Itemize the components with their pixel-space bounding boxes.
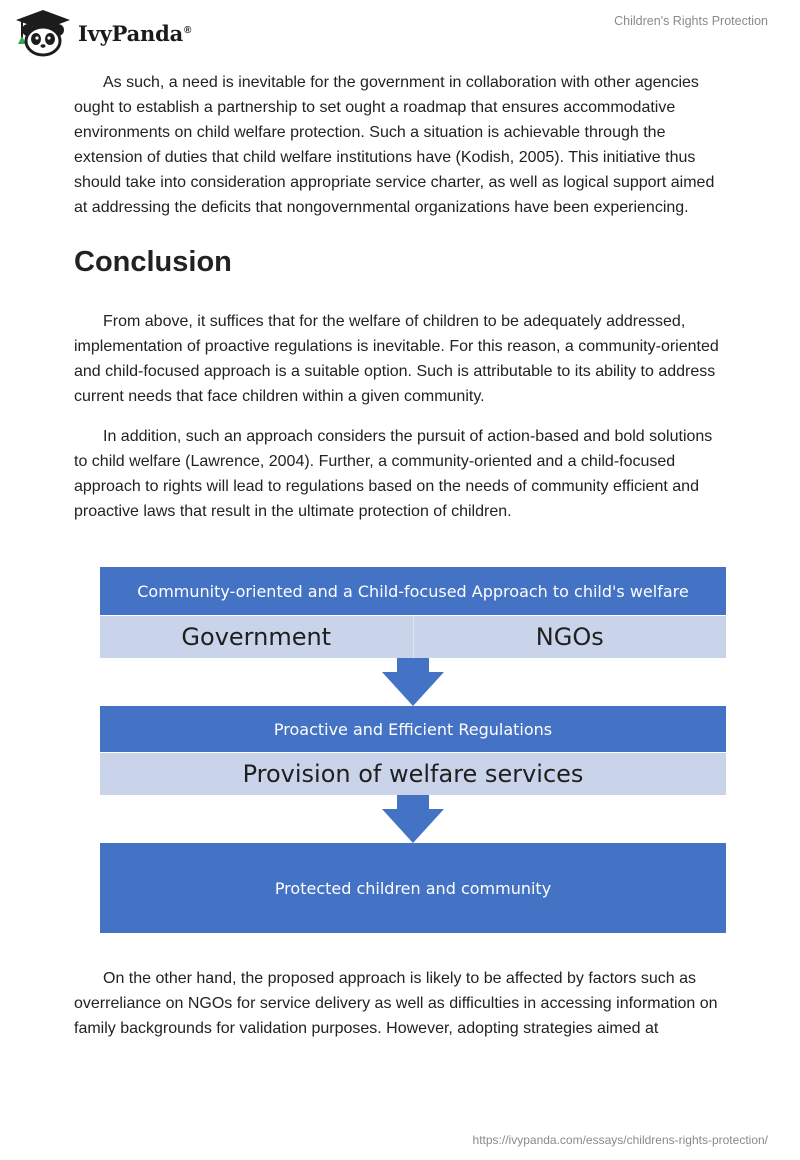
registered-mark: ® — [184, 24, 192, 36]
essay-body — [74, 70, 726, 524]
paragraph: In addition, such an approach considers the pursuit of action-based and bold solutions to child welfare (Lawrence, 2004). Further, a community-oriented and a child-focused approach to rights will lead to regulations based on the needs of community efficient and proactive laws that result in the ultimate protection of children. — [74, 428, 713, 520]
page-header — [0, 0, 800, 70]
section-heading: Conclusion — [74, 246, 232, 278]
ivypanda-logo[interactable] — [14, 8, 191, 58]
ngos-label: NGOs — [535, 623, 604, 651]
paragraph: On the other hand, the proposed approach is likely to be affected by factors such as overreliance on NGOs for service delivery as well as difficulties in accessing information on family backgrounds for validation purposes. However, adopting strategies aimed at — [74, 970, 718, 1037]
source-url-link[interactable]: https://ivypanda.com/essays/childrens-rights-protection/ — [472, 1133, 768, 1147]
essay-body-continued — [74, 966, 726, 1041]
paragraph: From above, it suffices that for the welfare of children to be adequately addressed, implementation of proactive regulations is inevitable. For this reason, a community-oriented and child-focused approach is a suitable option. Such is attributable to its ability to address current needs that face children within a given community. — [74, 313, 719, 405]
brand-name: IvyPanda® — [78, 20, 192, 46]
paragraph: As such, a need is inevitable for the government in collaboration with other agencies ought to establish a partnership to set ought a roadmap that ensures accommodative environments on child welfare protection. Such a situation is achievable through the extension of duties that child welfare institutions have (Kodish, 2005). This initiative thus should take into consideration appropriate service charter, as well as logical support aimed at addressing the deficits that nongovernmental organizations have been experiencing. — [74, 74, 715, 216]
regulations-box: Proactive and Efficient Regulations — [100, 706, 726, 753]
diagram-title-box: Community-oriented and a Child-focused Approach to child's welfare — [100, 567, 726, 616]
outcome-box: Protected children and community — [100, 843, 726, 933]
down-arrow-icon — [382, 658, 444, 706]
welfare-services-box: Provision of welfare services — [100, 753, 726, 795]
panda-graduation-icon — [14, 8, 72, 58]
government-label: Government — [100, 616, 414, 658]
approach-flow-diagram — [100, 567, 726, 933]
down-arrow-icon — [382, 795, 444, 843]
actors-box — [100, 616, 726, 658]
running-title: Children's Rights Protection — [614, 14, 768, 28]
